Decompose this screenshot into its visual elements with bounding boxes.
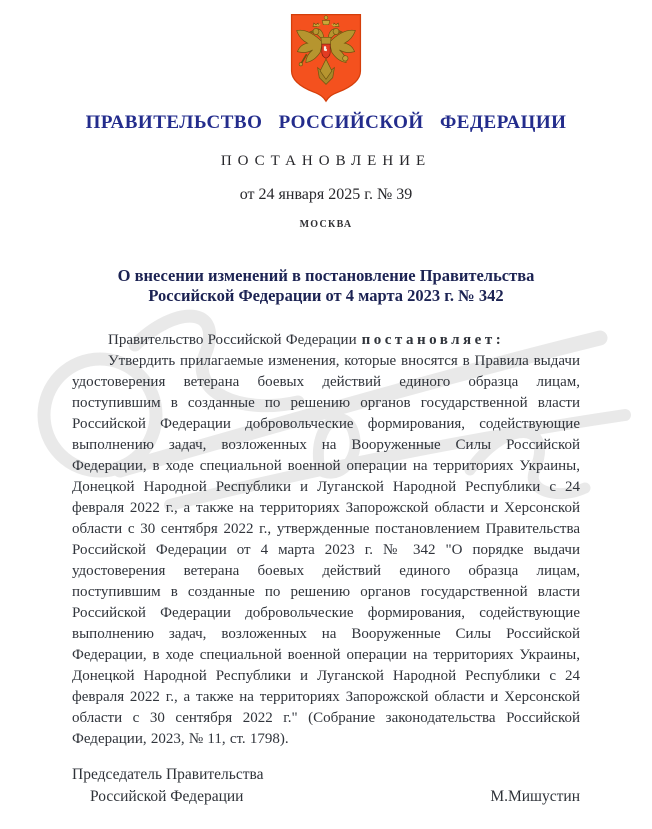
document-title (0, 266, 652, 306)
resolution-date-number: от 24 января 2025 г. № 39 (239, 186, 413, 203)
signatory-position-line1: Председатель Правительства (72, 766, 264, 783)
preamble-line (72, 330, 580, 351)
preamble-verb: постановляет: (361, 332, 505, 348)
signatory-position-line2: Российской Федерации (90, 788, 244, 805)
document-title-line1: О внесении изменений в постановление Правительства (117, 266, 535, 285)
document-title-line2: Российской Федерации от 4 марта 2023 г. № 342 (148, 286, 504, 305)
resolution-label: ПОСТАНОВЛЕНИЕ (220, 153, 432, 169)
signatory-name: М.Мишустин (490, 788, 580, 805)
preamble-text: Правительство Российской Федерации (108, 332, 357, 348)
government-title: ПРАВИТЕЛЬСТВО РОССИЙСКОЙ ФЕДЕРАЦИИ (85, 112, 567, 133)
signature-block (72, 764, 580, 808)
city-label: МОСКВА (299, 219, 353, 230)
russia-coat-of-arms-icon (284, 12, 368, 108)
document-body (72, 330, 580, 750)
body-paragraph: Утвердить прилагаемые изменения, которые вносятся в Правила выдачи удостоверения ветерана боевых действий единого образца лицам, поступившим в созданные по решению органов государственной власти Российской Федерации добровольческие формирования, содействующие выполнению задач, возложенных на Вооруженные Силы Российской Федерации, в ходе специальной военной операции на территориях Украины, Донецкой Народной Республики и Луганской Народной Республики с 24 февраля 2022 г., а также на территориях Запорожской области и Херсонской области с 30 сентября 2022 г., утвержденные постановлением Правительства Российской Федерации от 4 марта 2023 г. № 342 "О порядке выдачи удостоверения ветерана боевых действий единого образца лицам, поступившим в созданные по решению органов государственной власти Российской Федерации добровольческие формирования, содействующие выполнению задач, возложенных на Вооруженные Силы Российской Федерации, в ходе специальной военной операции на территориях Украины, Донецкой Народной Республики и Луганской Народной Республики с 24 февраля 2022 г., а также на территориях Запорожской области и Херсонской области с 30 сентября 2022 г." (Собрание законодательства Российской Федерации, 2023, № 11, ст. 1798). (72, 353, 580, 747)
